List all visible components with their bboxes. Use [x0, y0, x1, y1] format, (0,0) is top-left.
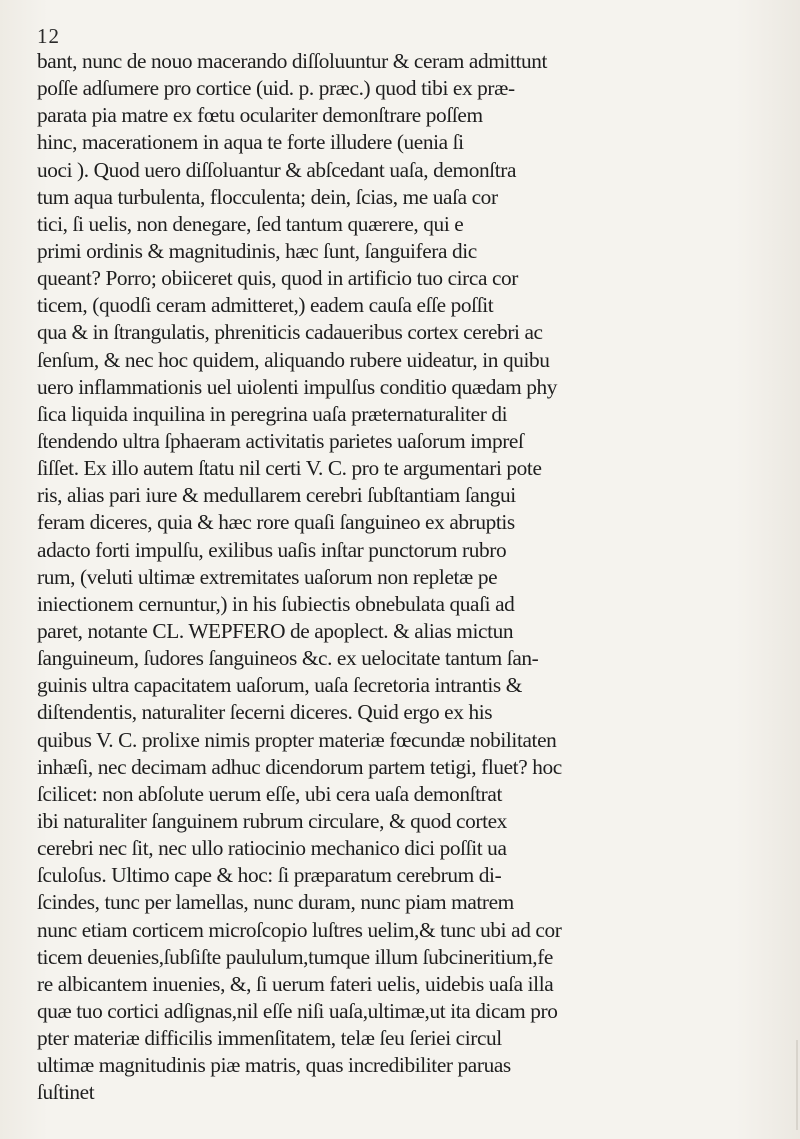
latin-text-body — [37, 48, 797, 1106]
text-line: ſica liquida inquilina in peregrina uaſa præternaturaliter di — [37, 401, 508, 426]
text-line: queant? Porro; obiiceret quis, quod in artificio tuo circa cor — [37, 266, 518, 291]
text-line: ſtendendo ultra ſphaeram activitatis parietes uaſorum impreſ — [37, 428, 524, 453]
text-line: hinc, macerationem in aqua te forte illudere (uenia ſi — [37, 130, 464, 155]
text-line: nunc etiam corticem microſcopio luſtres uelim,& tunc ubi ad cor — [37, 917, 562, 942]
text-line: guinis ultra capacitatem uaſorum, uaſa ſecretoria intrantis & — [37, 673, 522, 698]
text-line: rum, (veluti ultimæ extremitates uaſorum non repletæ pe — [37, 564, 498, 589]
text-line: qua & in ſtrangulatis, phreniticis cadaueribus cortex cerebri ac — [37, 320, 543, 345]
text-line: ſanguineum, ſudores ſanguineos &c. ex uelocitate tantum ſan- — [37, 646, 539, 671]
text-line: ſuſtinet — [37, 1080, 95, 1105]
text-line: bant, nunc de nouo macerando diſſoluuntur & ceram admittunt — [37, 49, 548, 73]
text-line: adacto forti impulſu, exilibus uaſis inſtar punctorum rubro — [37, 537, 507, 562]
page-edge-shadow — [796, 1040, 798, 1130]
text-line: paret, notante CL. WEPFERO de apoplect. & alias mictun — [37, 618, 514, 643]
text-line: poſſe adſumere pro cortice (uid. p. præc.) quod tibi ex præ- — [37, 76, 515, 101]
text-line: uoci ). Quod uero diſſoluantur & abſcedant uaſa, demonſtra — [37, 157, 517, 182]
text-line: inhæſi, nec decimam adhuc dicendorum partem tetigi, fluet? hoc — [37, 754, 562, 779]
text-line: diſtendentis, naturaliter ſecerni diceres. Quid ergo ex his — [37, 700, 493, 725]
text-line: primi ordinis & magnitudinis, hæc ſunt, ſanguifera dic — [37, 238, 477, 263]
page-number: 12 — [37, 24, 60, 48]
text-line: cerebri nec ſit, nec ullo ratiocinio mechanico dici poſſit ua — [37, 836, 507, 861]
text-line: ſenſum, & nec hoc quidem, aliquando rubere uideatur, in quibu — [37, 347, 550, 372]
text-line: ſiſſet. Ex illo autem ſtatu nil certi V. C. pro te argumentari pote — [37, 456, 542, 481]
text-line: pter materiæ difficilis immenſitatem, telæ ſeu ſeriei circul — [37, 1026, 502, 1051]
text-line: iniectionem cernuntur,) in his ſubiectis obnebulata quaſi ad — [37, 591, 515, 616]
text-line: ſculoſus. Ultimo cape & hoc: ſi præparatum cerebrum di- — [37, 863, 502, 888]
text-line: quibus V. C. prolixe nimis propter materiæ fœcundæ nobilitaten — [37, 727, 557, 752]
text-line: tici, ſi uelis, non denegare, ſed tantum quærere, qui e — [37, 211, 464, 236]
text-line: ris, alias pari iure & medullarem cerebri ſubſtantiam ſangui — [37, 483, 516, 508]
text-line: tum aqua turbulenta, flocculenta; dein, ſcias, me uaſa cor — [37, 184, 498, 209]
text-line: quæ tuo cortici adſignas,nil eſſe niſi uaſa,ultimæ,ut ita dicam pro — [37, 998, 558, 1023]
text-line: parata pia matre ex fœtu oculariter demonſtrare poſſem — [37, 103, 483, 128]
text-line: ibi naturaliter ſanguinem rubrum circulare, & quod cortex — [37, 808, 507, 833]
text-line: ultimæ magnitudinis piæ matris, quas incredibiliter paruas — [37, 1053, 511, 1078]
text-line: re albicantem inuenies, &, ſi uerum fateri uelis, uidebis uaſa illa — [37, 971, 554, 996]
text-line: feram diceres, quia & hæc rore quaſi ſanguineo ex abruptis — [37, 510, 515, 535]
text-line: ticem, (quodſi ceram admitteret,) eadem cauſa eſſe poſſit — [37, 293, 494, 318]
text-line: ſcilicet: non abſolute uerum eſſe, ubi cera uaſa demonſtrat — [37, 781, 502, 806]
text-line: uero inflammationis uel uiolenti impulſus conditio quædam phy — [37, 374, 557, 399]
text-line: ſcindes, tunc per lamellas, nunc duram, nunc piam matrem — [37, 890, 514, 915]
text-line: ticem deuenies,ſubſiſte paululum,tumque illum ſubcineritium,fe — [37, 944, 553, 969]
